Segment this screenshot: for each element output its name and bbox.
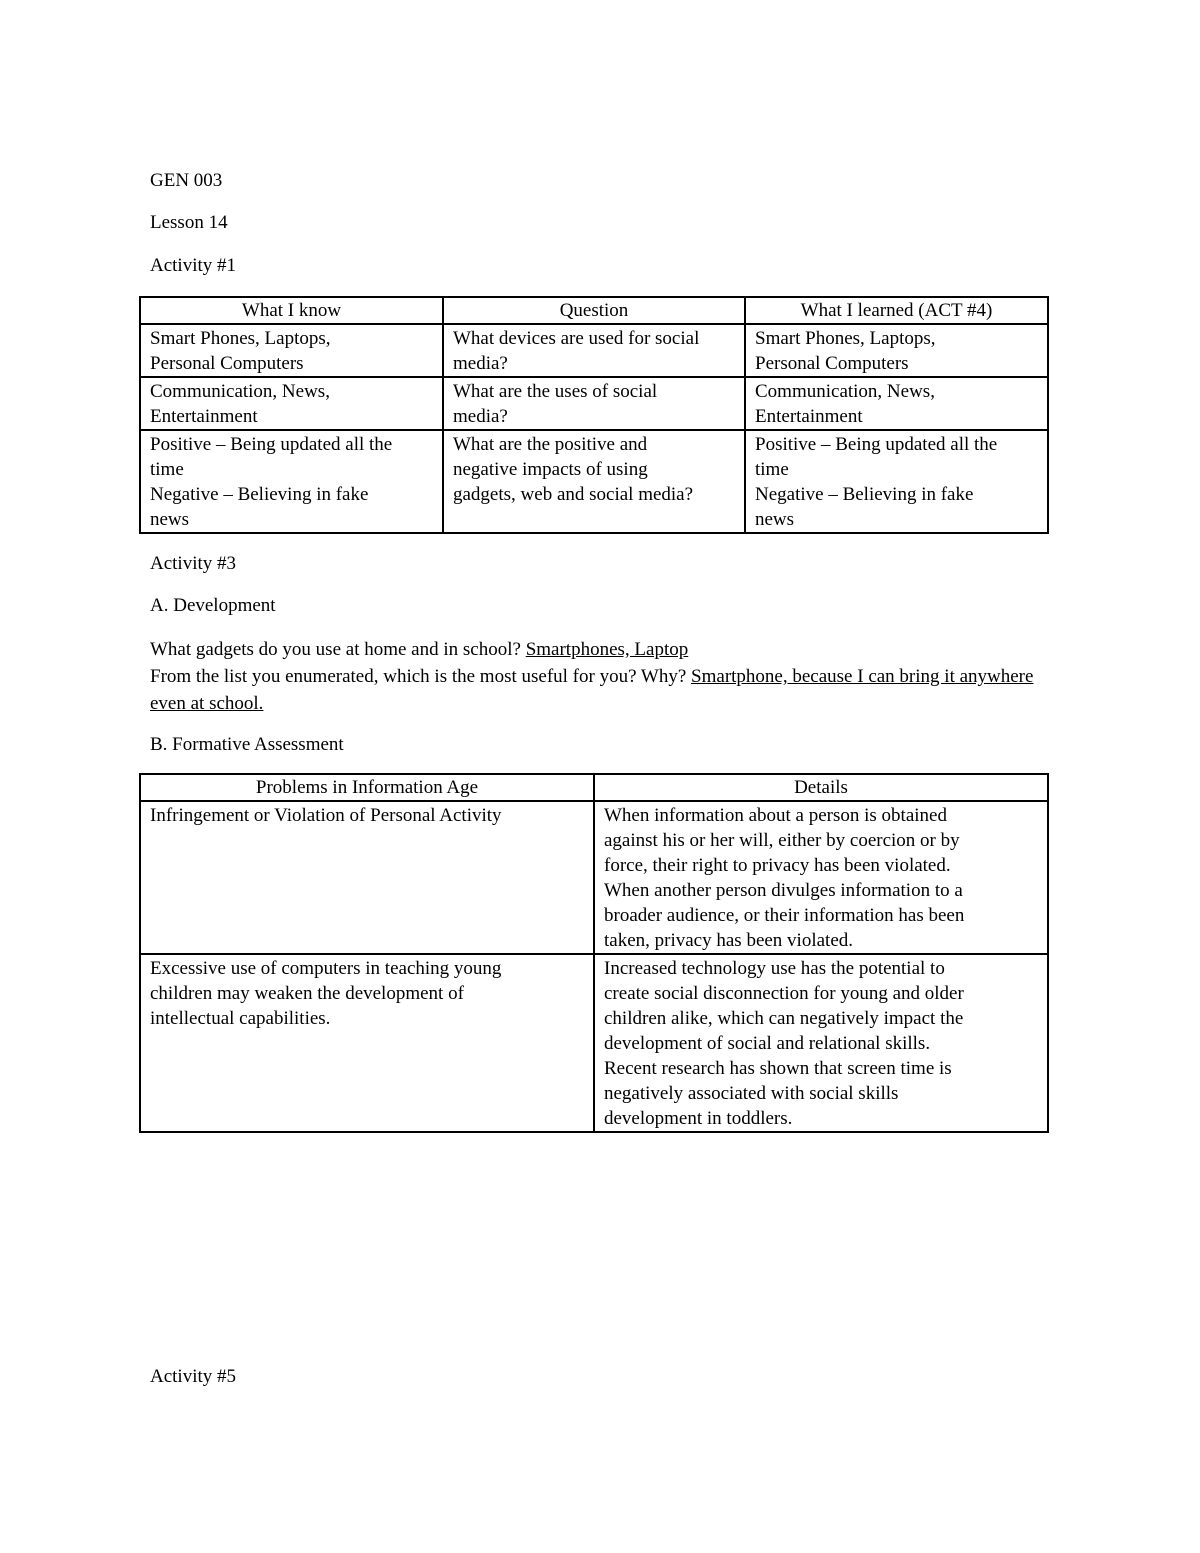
table-row xyxy=(140,324,1048,377)
question-1: What gadgets do you use at home and in school? Smartphones, Laptop xyxy=(150,639,689,660)
cell-question: What are the uses of social media? xyxy=(443,377,745,430)
table-row xyxy=(140,801,1048,954)
assessment-table xyxy=(139,773,1049,1133)
activity1-table xyxy=(139,296,1049,534)
development-qa xyxy=(150,636,1060,717)
answer-2: Smartphone, because I can bring it anywhere even at school. xyxy=(150,666,1034,714)
cell-details: When information about a person is obtained against his or her will, either by coercion or by force, their right to privacy has been violated. When another person divulges information to a broader audience, or their information has been taken, privacy has been violated. xyxy=(594,801,1048,954)
header-question: Question xyxy=(443,297,745,324)
table-row xyxy=(140,430,1048,533)
cell-problem: Excessive use of computers in teaching young children may weaken the development of intellectual capabilities. xyxy=(140,954,594,1132)
header-what-i-learned: What I learned (ACT #4) xyxy=(745,297,1048,324)
header-what-i-know: What I know xyxy=(140,297,443,324)
activity1-header-row xyxy=(140,297,1048,324)
table-row xyxy=(140,377,1048,430)
activity5-title: Activity #5 xyxy=(150,1366,237,1387)
cell-learned: Communication, News, Entertainment xyxy=(745,377,1048,430)
section-b-heading: B. Formative Assessment xyxy=(150,734,344,755)
cell-know: Communication, News, Entertainment xyxy=(140,377,443,430)
activity3-title: Activity #3 xyxy=(150,553,237,574)
cell-question: What are the positive and negative impacts of using gadgets, web and social media? xyxy=(443,430,745,533)
cell-problem: Infringement or Violation of Personal Activity xyxy=(140,801,594,954)
cell-learned: Positive – Being updated all the time Negative – Believing in fake news xyxy=(745,430,1048,533)
cell-learned: Smart Phones, Laptops, Personal Computers xyxy=(745,324,1048,377)
lesson-title: Lesson 14 xyxy=(150,212,228,233)
question-2: From the list you enumerated, which is the most useful for you? Why? Smartphone, because I can bring it anywhere even at school. xyxy=(150,666,1034,714)
answer-1: Smartphones, Laptop xyxy=(525,639,689,660)
cell-know: Positive – Being updated all the time Negative – Believing in fake news xyxy=(140,430,443,533)
header-details: Details xyxy=(594,774,1048,801)
activity1-title: Activity #1 xyxy=(150,255,237,276)
header-problems: Problems in Information Age xyxy=(140,774,594,801)
cell-question: What devices are used for social media? xyxy=(443,324,745,377)
cell-know: Smart Phones, Laptops, Personal Computers xyxy=(140,324,443,377)
course-code: GEN 003 xyxy=(150,170,223,191)
section-a-heading: A. Development xyxy=(150,595,276,616)
assessment-header-row xyxy=(140,774,1048,801)
cell-details: Increased technology use has the potential to create social disconnection for young and older children alike, which can negatively impact the development of social and relational skills. Recent research has shown that screen time is negatively associated with social skills development in toddlers. xyxy=(594,954,1048,1132)
table-row xyxy=(140,954,1048,1132)
